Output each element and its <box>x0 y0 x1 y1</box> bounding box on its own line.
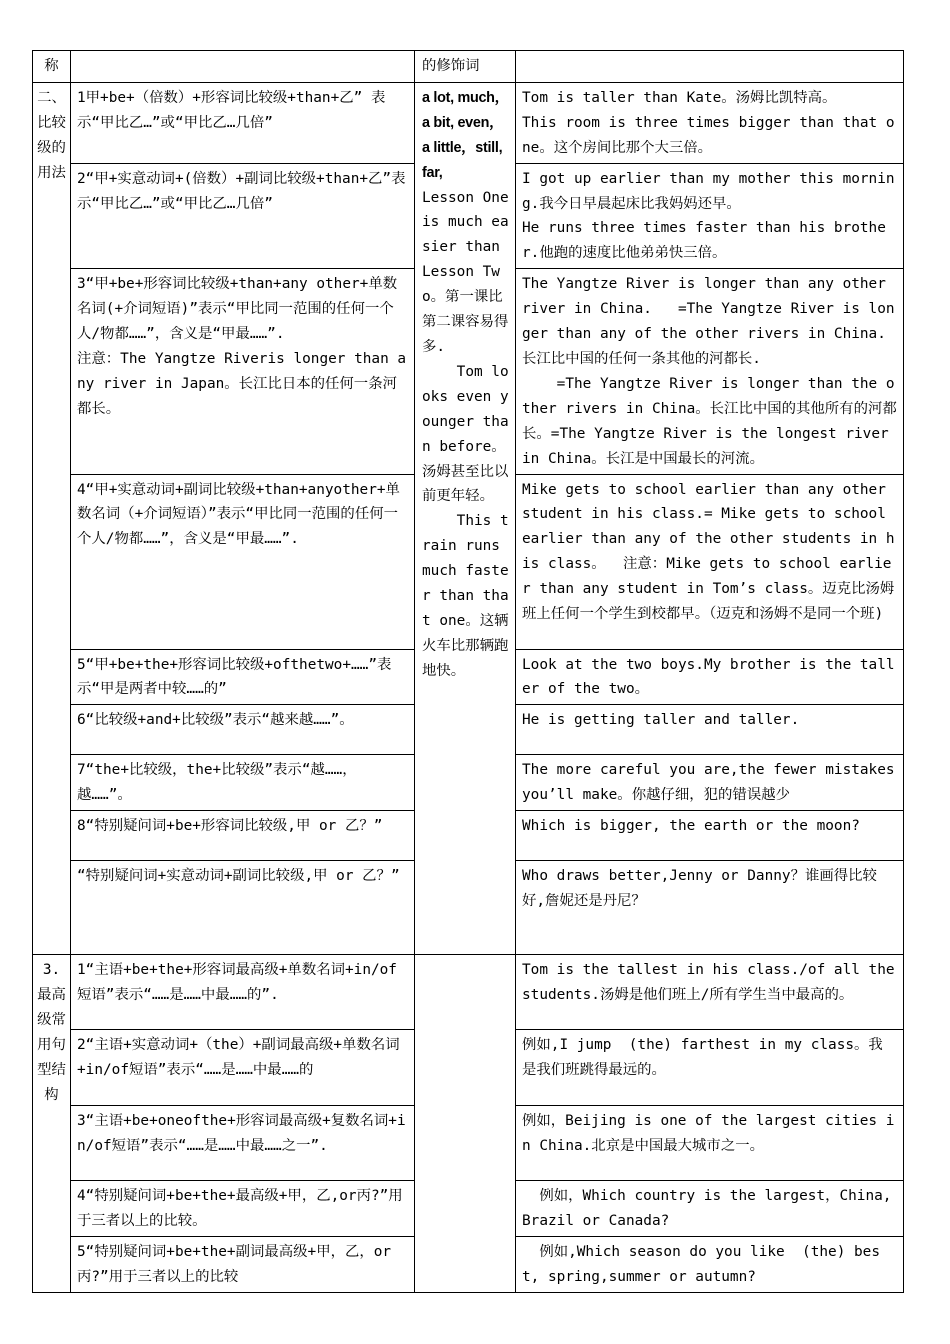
table-row <box>33 82 904 163</box>
rule-cell: 4“甲+实意动词+副词比较级+than+anyother+单数名词（+介词短语）”表示“甲比同一范围的任何一个人/物都……”，含义是“甲最……”. <box>71 474 415 649</box>
rule-cell: 6“比较级+and+比较级”表示“越来越……”。 <box>71 705 415 755</box>
header-cell-modifiers: 的修饰词 <box>415 51 516 83</box>
rule-cell: 5“特别疑问词+be+the+副词最高级+甲，乙，or丙?”用于三者以上的比较 <box>71 1236 415 1292</box>
example-cell: Tom is the tallest in his class./of all the students.汤姆是他们班上/所有学生当中最高的。 <box>516 955 904 1030</box>
example-cell: He is getting taller and taller. <box>516 705 904 755</box>
section-label-comparative: 二、比较级的用法 <box>33 82 71 954</box>
table-row <box>33 955 904 1030</box>
rule-cell: 2“甲+实意动词+(倍数）+副词比较级+than+乙”表示“甲比乙…”或“甲比乙…几倍” <box>71 163 415 269</box>
example-cell: 例如，Which country is the largest，China,Brazil or Canada? <box>516 1181 904 1237</box>
rule-cell: 2“主语+实意动词+（the）+副词最高级+单数名词+in/of短语”表示“……是……中最……的 <box>71 1030 415 1106</box>
rule-cell: 1“主语+be+the+形容词最高级+单数名词+in/of短语”表示“……是……中最……的”. <box>71 955 415 1030</box>
example-cell: Look at the two boys.My brother is the taller of the two。 <box>516 649 904 705</box>
example-cell: Tom is taller than Kate。汤姆比凯特高。 This room is three times bigger than that one。这个房间比那个大三倍。 <box>516 82 904 163</box>
example-cell: The more careful you are,the fewer mistakes you’ll make。你越仔细，犯的错误越少 <box>516 755 904 811</box>
rule-cell: 3“甲+be+形容词比较级+than+any other+单数名词(+介词短语)”表示“甲比同一范围的任何一个人/物都……”，含义是“甲最……”. 注意：The Yangtze Riveris longer than any river in Japan。长江比日本的任何一条河都长。 <box>71 269 415 474</box>
header-row <box>33 51 904 83</box>
example-cell: Which is bigger, the earth or the moon? <box>516 811 904 861</box>
example-cell: Who draws better,Jenny or Danny？谁画得比较好,詹妮还是丹尼？ <box>516 861 904 955</box>
example-cell: The Yangtze River is longer than any other river in China. =The Yangtze River is longer than any of the other rivers in China.长江比中国的任何一条其他的河都长. =The Yangtze River is longer than the other rivers in China。长江比中国的其他所有的河都长。=The Yangtze River is the longest river in China。长江是中国最长的河流。 <box>516 269 904 474</box>
example-cell: Mike gets to school earlier than any other student in his class.= Mike gets to school earlier than any of the other students in his class。 注意：Mike gets to school earlier than any student in Tom’s class。迈克比汤姆班上任何一个学生到校都早。（迈克和汤姆不是同一个班) <box>516 474 904 649</box>
example-cell: 例如，Beijing is one of the largest cities in China.北京是中国最大城市之一。 <box>516 1106 904 1181</box>
modifiers-bold-text: a lot, much， a bit, even，a little，still, far, <box>422 89 513 181</box>
rule-cell: “特别疑问词+实意动词+副词比较级,甲 or 乙？” <box>71 861 415 955</box>
modifiers-example-text: Lesson One is much easier than Lesson Two。第一课比第二课容易得多. Tom looks even younger than before。汤姆甚至比以前更年轻。 This train runs much faster than that one。这辆火车比那辆跑地快。 <box>422 189 509 679</box>
example-cell: 例如,I jump (the) farthest in my class。我是我们班跳得最远的。 <box>516 1030 904 1106</box>
example-cell: 例如,Which season do you like (the) best, spring,summer or autumn? <box>516 1236 904 1292</box>
rule-cell: 3“主语+be+oneofthe+形容词最高级+复数名词+in/of短语”表示“……是……中最……之一”. <box>71 1106 415 1181</box>
rule-cell: 7“the+比较级，the+比较级”表示“越……，越……”。 <box>71 755 415 811</box>
example-cell: I got up earlier than my mother this morning.我今日早晨起床比我妈妈还早。 He runs three times faster than his brother.他跑的速度比他弟弟快三倍。 <box>516 163 904 269</box>
modifiers-cell-empty <box>415 955 516 1293</box>
rule-cell: 1甲+be+（倍数）+形容词比较级+than+乙” 表示“甲比乙…”或“甲比乙…几倍” <box>71 82 415 163</box>
header-cell-category: 称 <box>33 51 71 83</box>
section-label-superlative: 3.最高级常用句型结构 <box>33 955 71 1293</box>
rule-cell: 8“特别疑问词+be+形容词比较级,甲 or 乙？” <box>71 811 415 861</box>
rule-cell: 5“甲+be+the+形容词比较级+ofthetwo+……”表示“甲是两者中较……的” <box>71 649 415 705</box>
header-cell-rule <box>71 51 415 83</box>
modifiers-cell <box>415 82 516 954</box>
rule-cell: 4“特别疑问词+be+the+最高级+甲，乙,or丙?”用于三者以上的比较。 <box>71 1181 415 1237</box>
grammar-table <box>32 50 904 1293</box>
header-cell-example <box>516 51 904 83</box>
